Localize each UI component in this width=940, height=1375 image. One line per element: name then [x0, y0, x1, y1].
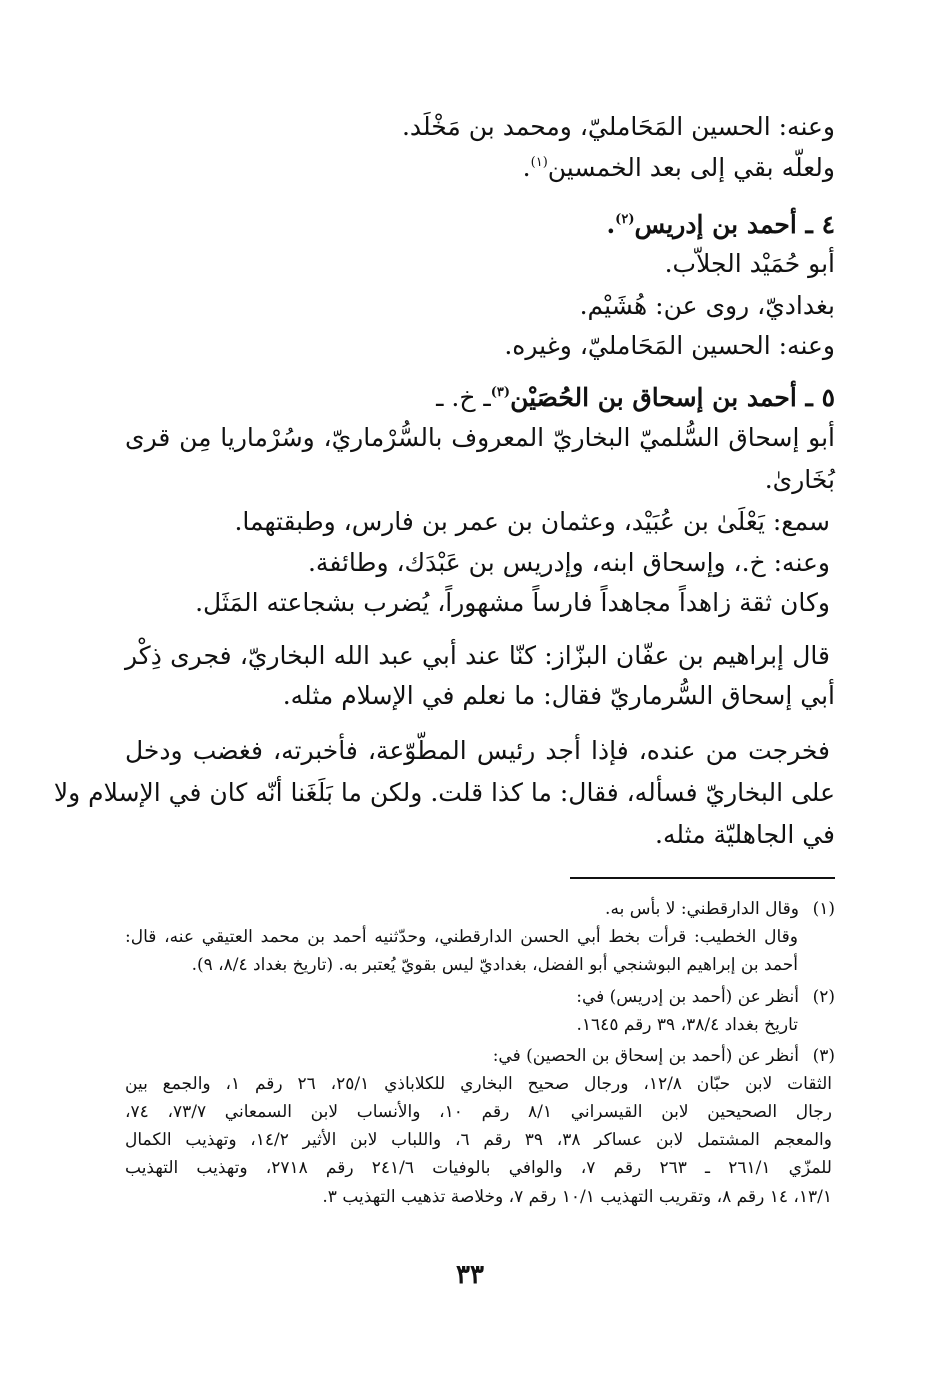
- period: .: [606, 210, 616, 239]
- footnote-text: أنظر عن (أحمد بن إسحاق بن الحصين) في:: [492, 1046, 799, 1066]
- footnote-line: الثقات لابن حبّان ١٢/٨، ورجال صحيح البخاري للكلاباذي ٢٥/١، ٢٦ رقم ١، والجمع بين: [125, 1074, 832, 1094]
- text-line-body: ولعلّه بقي إلى بعد الخمسين: [547, 153, 835, 182]
- footnote-line: والمعجم المشتمل لابن عساكر ٣٨، ٣٩ رقم ٦، واللباب لابن الأثير ١٤/٢، وتهذيب الكمال: [125, 1130, 832, 1150]
- footnote-2: [576, 984, 835, 1010]
- footnote-line: أحمد بن إبراهيم البوشنجي أبو الفضل، بغداديّ ليس بقويّ يُعتبر به. (تاريخ بغداد ٨/٤، ٩).: [191, 955, 798, 975]
- text-line: سمع: يَعْلَىٰ بن عُبَيْد، وعثمان بن عمر بن فارس، وطبقتهما.: [234, 507, 830, 536]
- footnote-ref: (٢): [615, 212, 635, 227]
- footnote-number: (٢): [812, 987, 835, 1007]
- footnote-line: تاريخ بغداد ٣٨/٤، ٣٩ رقم ١٦٤٥.: [576, 1015, 798, 1035]
- footnote-line: وقال الخطيب: قرأت بخط أبي الحسن الدارقطني، وحدّثنيه أحمد بن محمد العتيقي عنه، قال:: [125, 927, 798, 947]
- footnote-line: ١٣/١، ١٤ رقم ٨، وتقريب التهذيب ١٠/١ رقم ٧، وخلاصة تذهيب التهذيب ٣.: [322, 1187, 832, 1207]
- text-line: بُخَارىٰ.: [764, 465, 835, 494]
- footnote-line: للمزّي ٢٦١/١ ـ ٢٦٣ رقم ٧، والوافي بالوفيات ٢٤١/٦ رقم ٢٧١٨، وتهذيب التهذيب: [125, 1158, 832, 1178]
- footnote-separator: [570, 877, 835, 879]
- footnote-line: رجال الصحيحين لابن القيسراني ٨/١ رقم ١٠، والأنساب لابن السمعاني ٧٣/٧، ٧٤،: [125, 1102, 833, 1122]
- footnote-ref: (١): [530, 155, 548, 170]
- text-line: أبو إسحاق السُّلميّ البخاريّ المعروف بالسُّرْماريّ، وسُرْماريا مِن قرى: [125, 423, 835, 452]
- text-line: على البخاريّ فسأله، فقال: ما كذا قلت. ولكن ما بَلَغَنا أنّه كان في الإسلام ولا: [53, 778, 835, 807]
- text-line: [523, 150, 835, 191]
- period: .: [522, 153, 531, 182]
- text-line: وكان ثقة زاهداً مجاهداً فارساً مشهوراً، يُضرب بشجاعته المَثَل.: [195, 588, 830, 617]
- entry-heading-text: ٤ ـ أحمد بن إدريس: [634, 210, 835, 239]
- entry-heading-tail: ـ خ. ـ: [436, 383, 491, 412]
- text-line: وعنه: الحسين المَحَامليّ، وغيره.: [504, 331, 835, 360]
- text-line: في الجاهليّة مثله.: [655, 820, 835, 849]
- footnote-number: (٣): [812, 1046, 835, 1066]
- text-line: بغداديّ، روى عن: هُشَيْم.: [579, 291, 835, 320]
- footnote-text: وقال الدارقطني: لا بأس به.: [605, 899, 799, 919]
- text-line: فخرجت من عنده، فإذا أجد رئيس المطّوّعة، فأخبرته، فغضب ودخل: [125, 736, 830, 765]
- footnote-number: (١): [812, 899, 835, 919]
- page-number: ٣٣: [456, 1260, 484, 1290]
- footnote-ref: (٣): [490, 385, 511, 400]
- text-line: قال إبراهيم بن عفّان البزّاز: كنّا عند أبي عبد الله البخاريّ، فجرى ذِكْر: [125, 641, 830, 670]
- footnote-1: [605, 896, 835, 922]
- footnote-text: أنظر عن (أحمد بن إدريس) في:: [576, 987, 799, 1007]
- text-line: أبو حُمَيْد الجلاّب.: [664, 249, 835, 278]
- text-line: أبي إسحاق السُّرماريّ فقال: ما نعلم في الإسلام مثله.: [282, 681, 835, 710]
- text-line: وعنه: الحسين المَحَامليّ، ومحمد بن مَخْلَد.: [401, 112, 835, 141]
- text-line: وعنه: خ.، وإسحاق ابنه، وإدريس بن عَبْدَك، وطائفة.: [307, 548, 830, 577]
- entry-heading-text: ٥ ـ أحمد بن إسحاق بن الحُصَيْن: [510, 383, 835, 412]
- entry-heading-5: [436, 380, 835, 421]
- footnote-3: [493, 1043, 835, 1069]
- entry-heading-4: [606, 207, 835, 248]
